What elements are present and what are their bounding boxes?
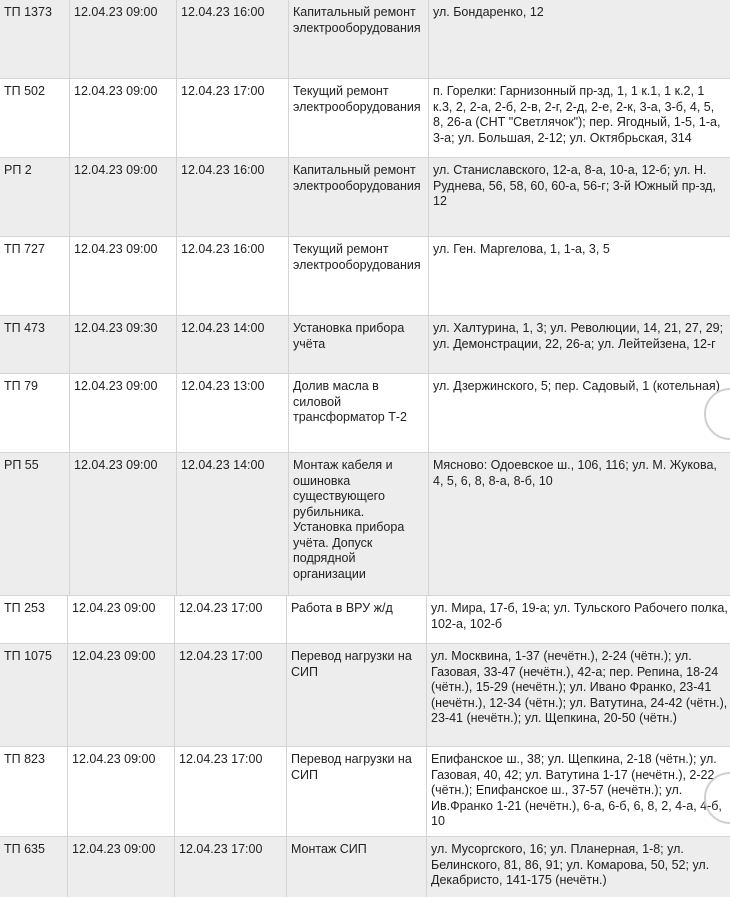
work-cell: Работа в ВРУ ж/д bbox=[287, 596, 427, 643]
work-cell: Капитальный ремонт электрооборудования bbox=[289, 0, 429, 78]
end-cell: 12.04.23 13:00 bbox=[177, 374, 289, 452]
table-row bbox=[0, 837, 730, 897]
address-cell: Мясново: Одоевское ш., 106, 116; ул. М. Жукова, 4, 5, 6, 8, 8-а, 8-б, 10 bbox=[433, 458, 717, 488]
start-cell: 12.04.23 09:00 bbox=[70, 237, 177, 315]
table-row bbox=[0, 374, 730, 453]
address-cell: ул. Станиславского, 12-а, 8-а, 10-а, 12-б; ул. Н. Руднева, 56, 58, 60, 60-а, 56-г; 3-й Южный пр-зд, 12 bbox=[433, 163, 716, 208]
object-cell: ТП 727 bbox=[0, 237, 70, 315]
object-cell: ТП 473 bbox=[0, 316, 70, 373]
address-cell: ул. Мусоргского, 16; ул. Планерная, 1-8; ул. Белинского, 81, 86, 91; ул. Комарова, 50, 52; ул. Декабристо, 141-175 (нечётн.) bbox=[431, 842, 710, 887]
table-row bbox=[0, 158, 730, 237]
work-cell: Капитальный ремонт электрооборудования bbox=[289, 158, 429, 236]
object-cell: ТП 823 bbox=[0, 747, 68, 836]
end-cell: 12.04.23 17:00 bbox=[175, 596, 287, 643]
end-cell: 12.04.23 16:00 bbox=[177, 237, 289, 315]
start-cell: 12.04.23 09:00 bbox=[70, 158, 177, 236]
table-row bbox=[0, 0, 730, 79]
object-cell: ТП 79 bbox=[0, 374, 70, 452]
address-cell: ул. Ген. Маргелова, 1, 1-а, 3, 5 bbox=[433, 242, 610, 256]
start-cell: 12.04.23 09:00 bbox=[70, 374, 177, 452]
end-cell: 12.04.23 17:00 bbox=[175, 837, 287, 897]
work-cell: Перевод нагрузки на СИП bbox=[287, 644, 427, 746]
start-cell: 12.04.23 09:00 bbox=[68, 837, 175, 897]
start-cell: 12.04.23 09:30 bbox=[70, 316, 177, 373]
object-cell: ТП 635 bbox=[0, 837, 68, 897]
table-row bbox=[0, 79, 730, 158]
address-cell: ул. Халтурина, 1, 3; ул. Революции, 14, 21, 27, 29; ул. Демонстрации, 22, 26-а; ул. Лейтейзена, 12-г bbox=[433, 321, 724, 351]
address-cell: ул. Дзержинского, 5; пер. Садовый, 1 (котельная) bbox=[433, 379, 720, 393]
start-cell: 12.04.23 09:00 bbox=[68, 747, 175, 836]
address-cell: ул. Москвина, 1-37 (нечётн.), 2-24 (чётн.); ул. Газовая, 33-47 (нечётн.), 42-а; пер. Репина, 18-24 (чётн.), 15-29 (нечётн.); ул. Ивано Франко, 23-41 (нечётн.), 12-34 (чётн.); ул. Ватутина, 24-42 (чётн.), 23-41 (нечётн.); ул. Щепкина, 20-50 (чётн.) bbox=[431, 649, 728, 725]
end-cell: 12.04.23 17:00 bbox=[175, 644, 287, 746]
start-cell: 12.04.23 09:00 bbox=[70, 0, 177, 78]
start-cell: 12.04.23 09:00 bbox=[70, 79, 177, 157]
object-cell: ТП 502 bbox=[0, 79, 70, 157]
start-cell: 12.04.23 09:00 bbox=[68, 596, 175, 643]
work-cell: Текущий ремонт электрооборудования bbox=[289, 79, 429, 157]
address-cell: ул. Мира, 17-б, 19-а; ул. Тульского Рабочего полка, 102-а, 102-б bbox=[431, 601, 728, 631]
object-cell: ТП 1373 bbox=[0, 0, 70, 78]
address-cell: п. Горелки: Гарнизонный пр-зд, 1, 1 к.1, 1 к.2, 1 к.3, 2, 2-а, 2-б, 2-в, 2-г, 2-д, 2-е, 2-к, 3-а, 3-б, 4, 5, 8, 26-а (СНТ "Светлячок"); пер. Ягодный, 1-5, 1-а, 3-а; ул. Большая, 2-12; ул. Октябрьская, 314 bbox=[433, 84, 721, 145]
work-cell: Монтаж кабеля и ошиновка существующего рубильника. Установка прибора учёта. Допуск подрядной организации bbox=[289, 453, 429, 595]
end-cell: 12.04.23 14:00 bbox=[177, 316, 289, 373]
table-row bbox=[0, 644, 730, 747]
table-row bbox=[0, 237, 730, 316]
work-cell: Текущий ремонт электрооборудования bbox=[289, 237, 429, 315]
end-cell: 12.04.23 16:00 bbox=[177, 158, 289, 236]
end-cell: 12.04.23 17:00 bbox=[177, 79, 289, 157]
work-cell: Установка прибора учёта bbox=[289, 316, 429, 373]
object-cell: РП 2 bbox=[0, 158, 70, 236]
end-cell: 12.04.23 16:00 bbox=[177, 0, 289, 78]
start-cell: 12.04.23 09:00 bbox=[68, 644, 175, 746]
table-row bbox=[0, 453, 730, 596]
address-cell: Епифанское ш., 38; ул. Щепкина, 2-18 (чётн.); ул. Газовая, 40, 42; ул. Ватутина 1-17 (нечётн.), 2-22 (чётн.); Епифанское ш., 37-57 (нечётн.); ул. Ив.Франко 1-21 (нечётн.), 6-а, 6-б, 6, 8, 2, 4-а, 4-б, 10 bbox=[431, 752, 722, 828]
table-row bbox=[0, 596, 730, 644]
work-cell: Долив масла в силовой трансформатор Т-2 bbox=[289, 374, 429, 452]
end-cell: 12.04.23 17:00 bbox=[175, 747, 287, 836]
object-cell: ТП 1075 bbox=[0, 644, 68, 746]
object-cell: ТП 253 bbox=[0, 596, 68, 643]
table-row bbox=[0, 316, 730, 374]
start-cell: 12.04.23 09:00 bbox=[70, 453, 177, 595]
object-cell: РП 55 bbox=[0, 453, 70, 595]
table-row bbox=[0, 747, 730, 837]
end-cell: 12.04.23 14:00 bbox=[177, 453, 289, 595]
address-cell: ул. Бондаренко, 12 bbox=[433, 5, 544, 19]
work-cell: Перевод нагрузки на СИП bbox=[287, 747, 427, 836]
work-cell: Монтаж СИП bbox=[287, 837, 427, 897]
